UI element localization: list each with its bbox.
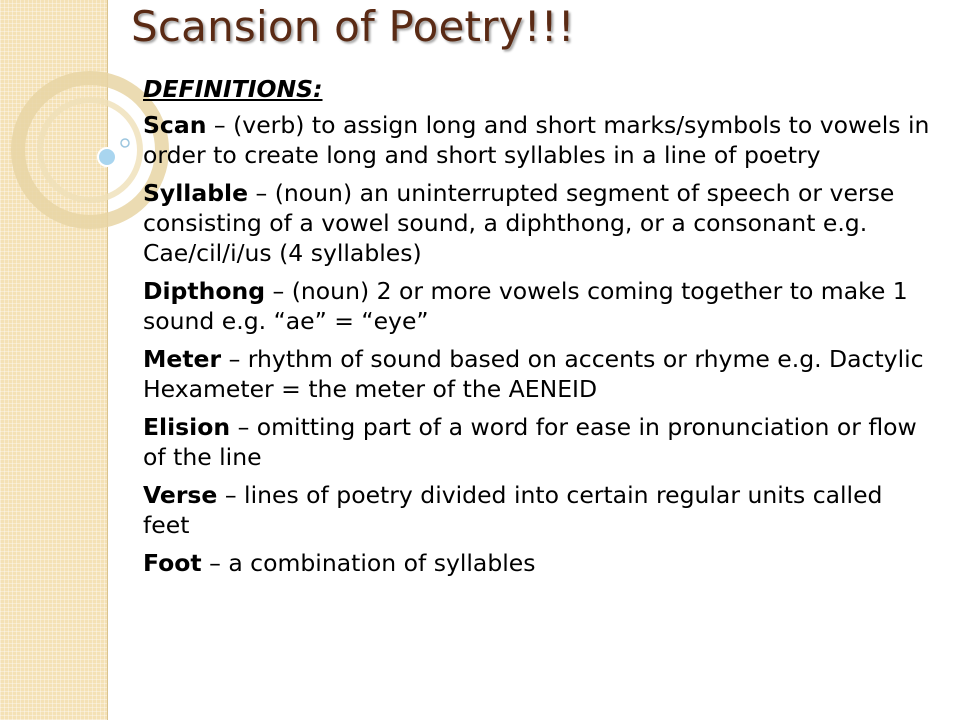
slide-title: Scansion of Poetry!!! (131, 2, 575, 51)
definition-elision (143, 412, 933, 472)
definition-scan (143, 110, 933, 170)
definition-verse (143, 480, 933, 540)
definition-dipthong (143, 276, 933, 336)
definition-text: – lines of poetry divided into certain regular units called feet (143, 481, 883, 539)
definition-term: Meter (143, 345, 222, 373)
deco-ring-inner (40, 100, 140, 200)
definition-text: – (noun) an uninterrupted segment of speech or verse consisting of a vowel sound, a diphthong, or a consonant e.g. Cae/cil/i/us (4 syllables) (143, 179, 895, 267)
definition-term: Elision (143, 413, 231, 441)
definition-text: – (noun) 2 or more vowels coming together to make 1 sound e.g. “ae” = “eye” (143, 277, 908, 335)
definition-text: – rhythm of sound based on accents or rhyme e.g. Dactylic Hexameter = the meter of the AENEID (143, 345, 924, 403)
definition-foot (143, 548, 933, 578)
definition-term: Syllable (143, 179, 249, 207)
definition-text: – omitting part of a word for ease in pronunciation or flow of the line (143, 413, 917, 471)
deco-dot-small (121, 139, 129, 147)
definitions-heading: DEFINITIONS: (143, 75, 323, 103)
definition-syllable (143, 178, 933, 268)
definition-term: Scan (143, 111, 207, 139)
definitions-content (143, 74, 933, 586)
definition-term: Dipthong (143, 277, 266, 305)
deco-dot-large (98, 148, 116, 166)
definition-meter (143, 344, 933, 404)
definition-term: Foot (143, 549, 202, 577)
definition-text: – (verb) to assign long and short marks/symbols to vowels in order to create long and short syllables in a line of poetry (143, 111, 930, 169)
definition-text: – a combination of syllables (201, 549, 536, 577)
definition-term: Verse (143, 481, 218, 509)
